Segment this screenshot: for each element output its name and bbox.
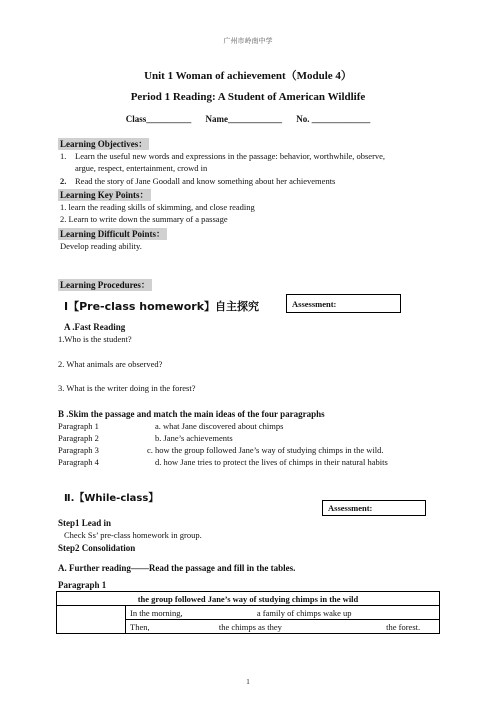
table-header: the group followed Jane’s way of studying chimps in the wild xyxy=(57,592,440,606)
period-title: Period 1 Reading: A Student of American Wildlife xyxy=(130,91,366,103)
row2-part-c: the forest. xyxy=(386,621,421,632)
step1-heading: Step1 Lead in xyxy=(58,518,112,528)
skim-para-2: Paragraph 2 xyxy=(58,433,99,443)
row2-part-b: the chimps as they xyxy=(218,621,282,632)
objective-text-1: Learn the useful new words and expressions in the passage: behavior, worthwhile, observe, xyxy=(75,151,386,161)
skim-para-3: Paragraph 3 xyxy=(58,445,99,455)
step2-heading: Step2 Consolidation xyxy=(58,543,136,553)
objectives-heading: Learning Objectives： xyxy=(60,139,148,149)
paragraph-1-label: Paragraph 1 xyxy=(58,580,107,590)
pre-class-assessment-label: Assessment: xyxy=(292,299,337,309)
key-point-1: 1. learn the reading skills of skimming, and close reading xyxy=(60,202,255,212)
pre-class-title: Ⅰ【Pre-class homework】自主探究 xyxy=(64,300,260,313)
while-class-assessment-box xyxy=(322,500,426,516)
number-field: No. _____________ xyxy=(296,114,371,124)
table-left-cell xyxy=(57,606,126,634)
fast-reading-q3: 3. What is the writer doing in the forest? xyxy=(58,383,196,393)
row2-part-a: Then, xyxy=(130,621,150,632)
objective-text-2: Read the story of Jane Goodall and know something about her achievements xyxy=(75,176,336,186)
while-class-title: Ⅱ.【While-class】 xyxy=(64,493,159,504)
skim-heading: B .Skim the passage and match the main ideas of the four paragraphs xyxy=(58,409,325,419)
procedures-heading: Learning Procedures： xyxy=(60,280,150,290)
school-header: 广州市岭南中学 xyxy=(223,37,273,45)
further-reading-heading: A. Further reading——Read the passage and fill in the tables. xyxy=(58,563,296,573)
objective-text-1-cont: argue, respect, entertainment, crowd in xyxy=(75,163,208,173)
unit-title: Unit 1 Woman of achievement（Module 4） xyxy=(144,70,352,82)
class-field: Class__________ xyxy=(125,114,192,124)
fast-reading-q2: 2. What animals are observed? xyxy=(58,359,163,369)
fast-reading-q1: 1.Who is the student? xyxy=(58,334,132,344)
table-row-2 xyxy=(126,620,440,634)
name-field: Name____________ xyxy=(205,114,282,124)
skim-idea-2: b. Jane’s achievements xyxy=(155,433,233,443)
key-points-heading: Learning Key Points： xyxy=(60,190,149,200)
table-row-1 xyxy=(126,606,440,620)
skim-idea-1: a. what Jane discovered about chimps xyxy=(155,421,284,431)
fast-reading-heading: A .Fast Reading xyxy=(64,322,126,332)
page-number: 1 xyxy=(246,678,250,686)
skim-idea-3: c. how the group followed Jane’s way of studying chimps in the wild. xyxy=(147,445,384,455)
step1-text: Check Ss’ pre-class homework in group. xyxy=(64,530,202,540)
class-info-line xyxy=(0,114,496,124)
while-class-assessment-label: Assessment: xyxy=(328,503,373,513)
pre-class-assessment-box xyxy=(286,294,401,313)
skim-para-1: Paragraph 1 xyxy=(58,421,99,431)
paragraph-1-table xyxy=(56,591,440,634)
objective-num-2: 2. xyxy=(60,176,67,186)
key-point-2: 2. Learn to write down the summary of a passage xyxy=(60,214,228,224)
difficult-points-heading: Learning Difficult Points： xyxy=(60,229,165,239)
skim-idea-4: d. how Jane tries to protect the lives of chimps in their natural habits xyxy=(155,457,388,467)
difficult-points-text: Develop reading ability. xyxy=(60,241,142,251)
objective-num-1: 1. xyxy=(60,151,67,161)
row1-part-a: In the morning, xyxy=(130,607,183,618)
row1-part-b: a family of chimps wake up xyxy=(256,607,352,618)
skim-para-4: Paragraph 4 xyxy=(58,457,99,467)
